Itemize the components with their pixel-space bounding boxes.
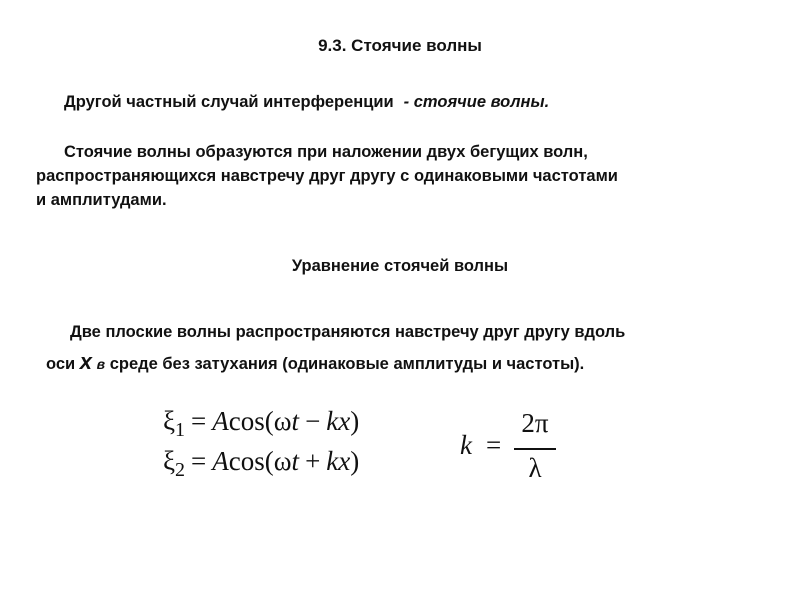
xi-subscript: 1: [175, 419, 186, 441]
wave-number-symbol: k: [460, 430, 472, 460]
fraction-bar: [514, 448, 556, 450]
minus-sign: −: [305, 406, 321, 436]
time-symbol: t: [291, 406, 300, 436]
intro-definition: - стоячие волны.: [403, 93, 550, 111]
preposition: в: [96, 356, 106, 372]
cos-function: cos(ω: [228, 446, 292, 476]
axis-symbol: x: [79, 349, 93, 374]
xi-subscript: 2: [175, 459, 186, 481]
formation-paragraph: [36, 140, 776, 212]
formation-line-2: распространяющихся навстречу друг другу с одинаковыми частотами: [36, 167, 618, 185]
axis-word: оси: [46, 355, 76, 373]
equals-sign: =: [191, 406, 207, 436]
plane-waves-line-2-end: среде без затухания (одинаковые амплитуды и частоты).: [109, 355, 585, 373]
page-title: 9.3. Стоячие волны: [318, 36, 482, 55]
plane-waves-paragraph: [46, 317, 625, 379]
equals-sign: =: [191, 446, 207, 476]
formation-line-1: Стоячие волны образуются при наложении двух бегущих волн,: [64, 143, 588, 161]
fraction-denominator: λ: [528, 453, 542, 483]
cos-function: cos(ω: [228, 406, 292, 436]
wave-equation-1: [163, 406, 359, 442]
kx-term: kx: [326, 406, 351, 436]
plane-waves-line-2: [46, 347, 625, 379]
intro-text: Другой частный случай интерференции: [64, 93, 394, 111]
wave-equation-2: [163, 446, 359, 482]
xi-symbol: ξ: [163, 446, 176, 476]
xi-symbol: ξ: [163, 406, 176, 436]
plane-waves-line-1: Две плоские волны распространяются навстречу друг другу вдоль: [70, 323, 626, 341]
formation-line-3: и амплитудами.: [36, 191, 167, 209]
plus-sign: +: [305, 446, 321, 476]
equals-sign: =: [486, 430, 502, 460]
section-subtitle: Уравнение стоячей волны: [291, 257, 509, 275]
close-paren: ): [350, 446, 360, 476]
close-paren: ): [350, 406, 360, 436]
kx-term: kx: [326, 446, 351, 476]
fraction-numerator: 2π: [521, 408, 549, 438]
amplitude-symbol: A: [212, 406, 229, 436]
intro-paragraph: [64, 93, 549, 112]
amplitude-symbol: A: [212, 446, 229, 476]
time-symbol: t: [291, 446, 300, 476]
